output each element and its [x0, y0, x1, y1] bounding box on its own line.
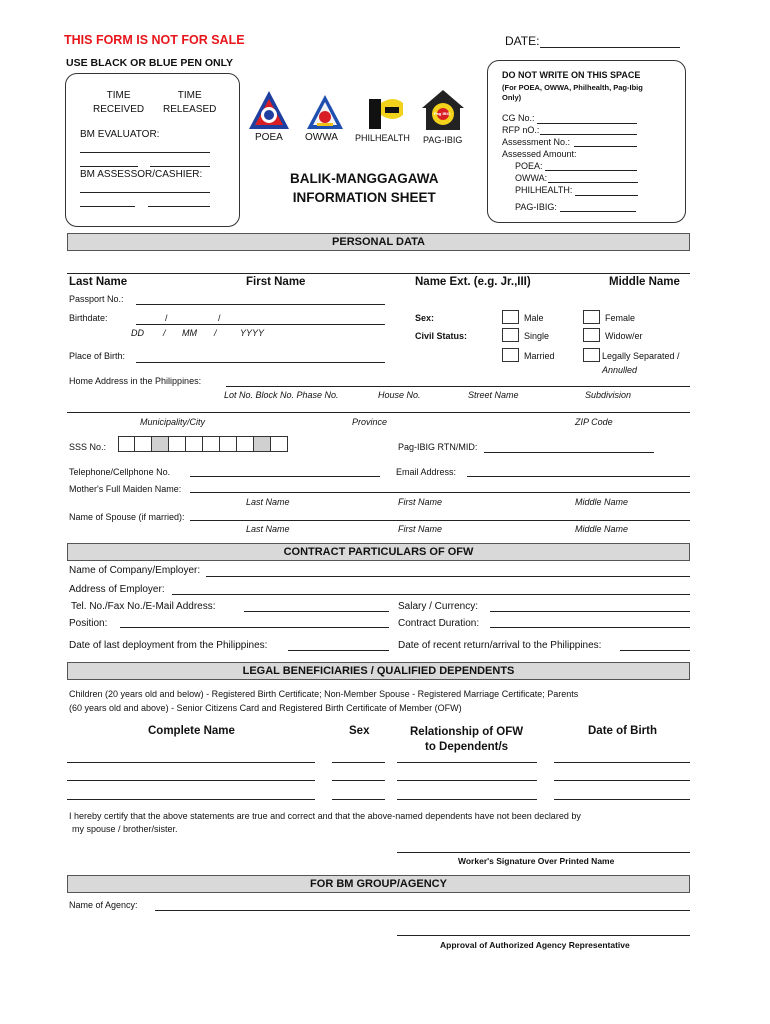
poea-amount-label: POEA: [515, 161, 543, 171]
poea-amount-field[interactable] [545, 170, 637, 171]
widow-checkbox[interactable] [583, 328, 600, 342]
sss-box[interactable] [135, 436, 152, 452]
philhealth-amount-label: PHILHEALTH: [515, 185, 573, 195]
dependent-2-name[interactable] [67, 780, 315, 781]
position-label: Position: [69, 618, 108, 629]
married-checkbox[interactable] [502, 348, 519, 362]
middle-name-label: Middle Name [609, 276, 680, 288]
employer-address-field[interactable] [172, 594, 690, 595]
pagibig-caption: PAG-IBIG [423, 135, 463, 145]
beneficiaries-header: LEGAL BENEFICIARIES / QUALIFIED DEPENDENTS [67, 662, 690, 680]
married-label: Married [524, 351, 555, 361]
time-received-label [93, 89, 144, 117]
worker-signature-field[interactable] [397, 852, 690, 853]
passport-field[interactable] [136, 304, 385, 305]
last-deployment-label: Date of last deployment from the Philippines: [69, 640, 268, 651]
bm-evaluator-field[interactable] [80, 152, 210, 153]
sss-boxes[interactable] [118, 436, 288, 452]
salary-field[interactable] [490, 611, 690, 612]
female-label: Female [605, 313, 636, 323]
subdivision-hint: Subdivision [585, 390, 632, 400]
spouse-name-label: Name of Spouse (if married): [69, 512, 185, 522]
yyyy-hint: YYYY [240, 328, 265, 338]
mm-yyyy-slash: / [214, 328, 217, 338]
mm-hint: MM [182, 328, 197, 338]
time-released-line1: TIME [177, 90, 202, 101]
mother-last-hint: Last Name [246, 497, 290, 507]
mother-name-label: Mother's Full Maiden Name: [69, 484, 182, 494]
dependent-1-sex[interactable] [332, 762, 385, 763]
do-not-write-note-2: Only) [502, 93, 522, 102]
dd-mm-slash: / [163, 328, 166, 338]
dd-hint: DD [131, 328, 144, 338]
lot-hint: Lot No. Block No. Phase No. [224, 390, 339, 400]
birthdate-slash-2: / [218, 313, 221, 323]
tel-fax-email-field[interactable] [244, 611, 389, 612]
position-field[interactable] [120, 627, 389, 628]
do-not-write-title: DO NOT WRITE ON THIS SPACE [502, 70, 641, 80]
mother-first-hint: First Name [398, 497, 443, 507]
spouse-last-hint: Last Name [246, 524, 290, 534]
legally-separated-label: Legally Separated / [602, 351, 680, 361]
email-field[interactable] [467, 476, 690, 477]
time-released-label [163, 89, 216, 117]
pagibig-logo-text: Pag IBIG [434, 111, 451, 116]
dependent-1-relationship[interactable] [397, 762, 537, 763]
dependent-1-dob[interactable] [554, 762, 690, 763]
philhealth-amount-field[interactable] [575, 195, 638, 196]
date-label: DATE: [505, 34, 540, 48]
time-received-line2: RECEIVED [93, 104, 145, 115]
approval-signature-field[interactable] [397, 935, 690, 936]
widow-label: Widow/er [605, 331, 643, 341]
duration-field[interactable] [490, 627, 690, 628]
approval-label: Approval of Authorized Agency Representative [440, 940, 630, 950]
telephone-label: Telephone/Cellphone No. [69, 467, 171, 477]
bm-assessor-label: BM ASSESSOR/CASHIER: [80, 169, 203, 180]
assessed-amount-label: Assessed Amount: [502, 149, 577, 159]
rfp-no-label: RFP nO.: [502, 125, 540, 135]
dependent-1-name[interactable] [67, 762, 315, 763]
street-hint: Street Name [468, 390, 519, 400]
philhealth-caption: PHILHEALTH [355, 133, 410, 143]
name-field-line[interactable] [67, 273, 690, 274]
bm-evaluator-field-2a[interactable] [80, 166, 138, 167]
last-name-label: Last Name [69, 276, 128, 288]
male-label: Male [524, 313, 544, 323]
bm-evaluator-label: BM EVALUATOR: [80, 129, 160, 140]
sss-box[interactable] [203, 436, 220, 452]
dependent-3-relationship[interactable] [397, 799, 537, 800]
do-not-write-note-1: (For POEA, OWWA, Philhealth, Pag-Ibig [502, 83, 643, 92]
passport-label: Passport No.: [69, 294, 124, 304]
place-of-birth-field[interactable] [136, 362, 385, 363]
name-ext-label: Name Ext. (e.g. Jr.,III) [415, 276, 531, 288]
telephone-field[interactable] [190, 476, 380, 477]
home-address-field-1[interactable] [226, 386, 690, 387]
agency-name-label: Name of Agency: [69, 900, 138, 910]
salary-label: Salary / Currency: [398, 601, 479, 612]
employer-address-label: Address of Employer: [69, 584, 165, 595]
complete-name-header: Complete Name [148, 725, 235, 737]
dependent-2-sex[interactable] [332, 780, 385, 781]
recent-return-field[interactable] [620, 650, 690, 651]
worker-signature-label: Worker's Signature Over Printed Name [458, 856, 615, 866]
company-field[interactable] [206, 576, 690, 577]
sex-header: Sex [349, 725, 370, 737]
dependent-3-dob[interactable] [554, 799, 690, 800]
form-title [290, 169, 439, 207]
relationship-header [410, 725, 523, 755]
time-released-line2: RELEASED [163, 104, 217, 115]
spouse-name-field[interactable] [190, 520, 690, 521]
dob-header: Date of Birth [588, 725, 657, 737]
owwa-logo-icon [305, 93, 345, 131]
title-line2: INFORMATION SHEET [292, 190, 436, 205]
cg-no-field[interactable] [537, 123, 637, 124]
relationship-line1: Relationship of OFW [410, 726, 524, 738]
sss-box[interactable] [220, 436, 237, 452]
email-label: Email Address: [396, 467, 457, 477]
dependent-2-relationship[interactable] [397, 780, 537, 781]
assessment-no-label: Assessment No.: [502, 137, 571, 147]
dependent-2-dob[interactable] [554, 780, 690, 781]
spouse-first-hint: First Name [398, 524, 443, 534]
male-checkbox[interactable] [502, 310, 519, 324]
pagibig-amount-field[interactable] [560, 211, 636, 212]
zip-hint: ZIP Code [575, 417, 613, 427]
home-address-field-2[interactable] [67, 412, 690, 413]
sex-label: Sex: [415, 313, 435, 323]
pen-note: USE BLACK OR BLUE PEN ONLY [66, 57, 234, 69]
mother-name-field[interactable] [190, 492, 690, 493]
annulled-label: Annulled [602, 365, 638, 375]
last-deployment-field[interactable] [288, 650, 389, 651]
house-hint: House No. [378, 390, 421, 400]
owwa-caption: OWWA [305, 132, 338, 143]
poea-logo-icon [247, 89, 291, 131]
sss-box[interactable] [152, 436, 169, 452]
beneficiaries-note-2: (60 years old and above) - Senior Citizens Card and Registered Birth Certificate of Member (OFW) [69, 703, 462, 713]
province-hint: Province [352, 417, 388, 427]
place-of-birth-label: Place of Birth: [69, 351, 126, 361]
sss-box[interactable] [254, 436, 271, 452]
sss-label: SSS No.: [69, 442, 107, 452]
sss-box[interactable] [118, 436, 135, 452]
dependent-3-sex[interactable] [332, 799, 385, 800]
assessment-no-field[interactable] [574, 146, 637, 147]
pagibig-rtn-label: Pag-IBIG RTN/MID: [398, 442, 478, 452]
date-field[interactable] [540, 47, 680, 48]
municipality-hint: Municipality/City [140, 417, 206, 427]
bm-assessor-field-2a[interactable] [80, 206, 135, 207]
beneficiaries-note-1: Children (20 years old and below) - Registered Birth Certificate; Non-Member Spouse - Registered Marriage Certificate; Parents [69, 689, 579, 699]
personal-data-header: PERSONAL DATA [67, 233, 690, 251]
sss-box[interactable] [237, 436, 254, 452]
sss-box[interactable] [169, 436, 186, 452]
bm-assessor-field[interactable] [80, 192, 210, 193]
sss-box[interactable] [186, 436, 203, 452]
owwa-amount-label: OWWA: [515, 173, 548, 183]
contract-particulars-header: CONTRACT PARTICULARS OF OFW [67, 543, 690, 561]
poea-caption: POEA [255, 132, 283, 143]
civil-status-label: Civil Status: [415, 331, 468, 341]
not-for-sale-notice: THIS FORM IS NOT FOR SALE [64, 33, 245, 47]
birthdate-slash-1: / [165, 313, 168, 323]
rfp-no-field[interactable] [540, 134, 637, 135]
title-line1: BALIK-MANGGAGAWA [290, 171, 439, 186]
birthdate-label: Birthdate: [69, 313, 108, 323]
certification-text-1: I hereby certify that the above statements are true and correct and that the above-named dependents have not been declared by [69, 811, 581, 821]
single-checkbox[interactable] [502, 328, 519, 342]
relationship-line2: to Dependent/s [425, 741, 509, 753]
first-name-label: First Name [246, 276, 306, 288]
single-label: Single [524, 331, 550, 341]
pagibig-rtn-field[interactable] [484, 452, 654, 453]
legally-separated-checkbox[interactable] [583, 348, 600, 362]
company-label: Name of Company/Employer: [69, 565, 201, 576]
bm-assessor-field-2b[interactable] [148, 206, 210, 207]
recent-return-label: Date of recent return/arrival to the Philippines: [398, 640, 602, 651]
philhealth-logo-icon [363, 93, 407, 133]
owwa-amount-field[interactable] [548, 182, 638, 183]
pagibig-logo-icon [420, 88, 466, 132]
female-checkbox[interactable] [583, 310, 600, 324]
home-address-label: Home Address in the Philippines: [69, 376, 202, 386]
certification-text-2: my spouse / brother/sister. [72, 824, 178, 834]
cg-no-label: CG No.: [502, 113, 535, 123]
sss-box[interactable] [271, 436, 288, 452]
dependent-3-name[interactable] [67, 799, 315, 800]
tel-fax-email-label: Tel. No./Fax No./E-Mail Address: [71, 601, 216, 612]
spouse-middle-hint: Middle Name [575, 524, 629, 534]
mother-middle-hint: Middle Name [575, 497, 629, 507]
duration-label: Contract Duration: [398, 618, 480, 629]
time-received-line1: TIME [106, 90, 131, 101]
agency-name-field[interactable] [155, 910, 690, 911]
bm-group-header: FOR BM GROUP/AGENCY [67, 875, 690, 893]
pagibig-amount-label: PAG-IBIG: [515, 202, 557, 212]
bm-evaluator-field-2b[interactable] [150, 166, 210, 167]
birthdate-field[interactable] [136, 324, 385, 325]
